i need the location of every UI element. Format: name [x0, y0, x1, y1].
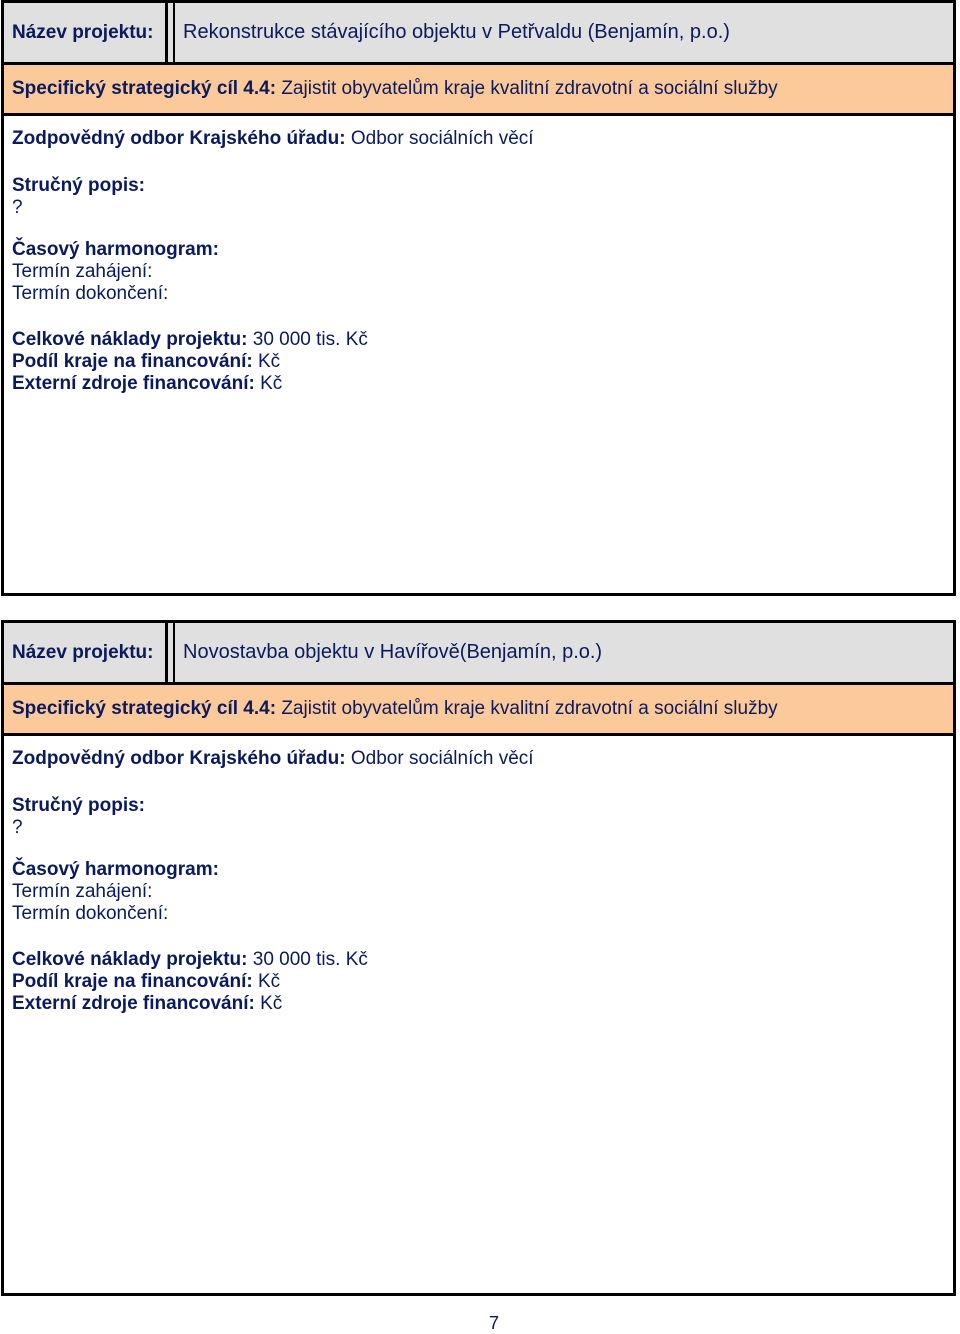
end-date-label: Termín dokončení:: [12, 903, 169, 924]
department-label: Zodpovědný odbor Krajského úřadu:: [12, 128, 346, 149]
project-name-row: [4, 623, 953, 685]
department-line: [12, 128, 945, 150]
description-label: Stručný popis:: [12, 795, 146, 816]
project-name-value: Novostavba objektu v Havířově(Benjamín, p.o.): [173, 623, 953, 682]
project-details: [4, 128, 953, 395]
strategic-goal-row: [4, 685, 953, 736]
schedule-label: Časový harmonogram:: [12, 859, 219, 880]
description-label: Stručný popis:: [12, 175, 146, 196]
project-details: [4, 748, 953, 1015]
strategic-goal-label: Specifický strategický cíl 4.4:: [12, 78, 277, 99]
project-card: [1, 0, 956, 596]
external-funding-value: Kč: [254, 373, 283, 394]
total-cost-line: [12, 329, 945, 351]
department-value: Odbor sociálních věcí: [345, 748, 534, 769]
project-card: [1, 620, 956, 1296]
description-value: ?: [12, 197, 23, 218]
strategic-goal-value: Zajistit obyvatelům kraje kvalitní zdravotní a sociální služby: [276, 698, 778, 719]
total-cost-label: Celkové náklady projektu:: [12, 949, 248, 970]
department-line: [12, 748, 945, 770]
department-label: Zodpovědný odbor Krajského úřadu:: [12, 748, 346, 769]
region-share-line: [12, 971, 945, 993]
region-share-value: Kč: [252, 971, 281, 992]
region-share-label: Podíl kraje na financování:: [12, 971, 253, 992]
strategic-goal-value: Zajistit obyvatelům kraje kvalitní zdravotní a sociální služby: [276, 78, 778, 99]
department-value: Odbor sociálních věcí: [345, 128, 534, 149]
total-cost-value: 30 000 tis. Kč: [247, 329, 368, 350]
schedule-label: Časový harmonogram:: [12, 239, 219, 260]
project-name-label: Název projektu:: [4, 623, 168, 682]
end-date-label: Termín dokončení:: [12, 283, 169, 304]
region-share-value: Kč: [252, 351, 281, 372]
external-funding-label: Externí zdroje financování:: [12, 993, 255, 1014]
external-funding-value: Kč: [254, 993, 283, 1014]
external-funding-line: [12, 993, 945, 1015]
region-share-label: Podíl kraje na financování:: [12, 351, 253, 372]
external-funding-label: Externí zdroje financování:: [12, 373, 255, 394]
description-value: ?: [12, 817, 23, 838]
project-name-value: Rekonstrukce stávajícího objektu v Petřvaldu (Benjamín, p.o.): [173, 3, 953, 62]
external-funding-line: [12, 373, 945, 395]
page-number: 7: [488, 1313, 499, 1333]
strategic-goal-row: [4, 65, 953, 116]
total-cost-label: Celkové náklady projektu:: [12, 329, 248, 350]
project-name-row: [4, 3, 953, 65]
start-date-label: Termín zahájení:: [12, 881, 153, 902]
total-cost-value: 30 000 tis. Kč: [247, 949, 368, 970]
strategic-goal-label: Specifický strategický cíl 4.4:: [12, 698, 277, 719]
project-name-label: Název projektu:: [4, 3, 168, 62]
start-date-label: Termín zahájení:: [12, 261, 153, 282]
total-cost-line: [12, 949, 945, 971]
region-share-line: [12, 351, 945, 373]
